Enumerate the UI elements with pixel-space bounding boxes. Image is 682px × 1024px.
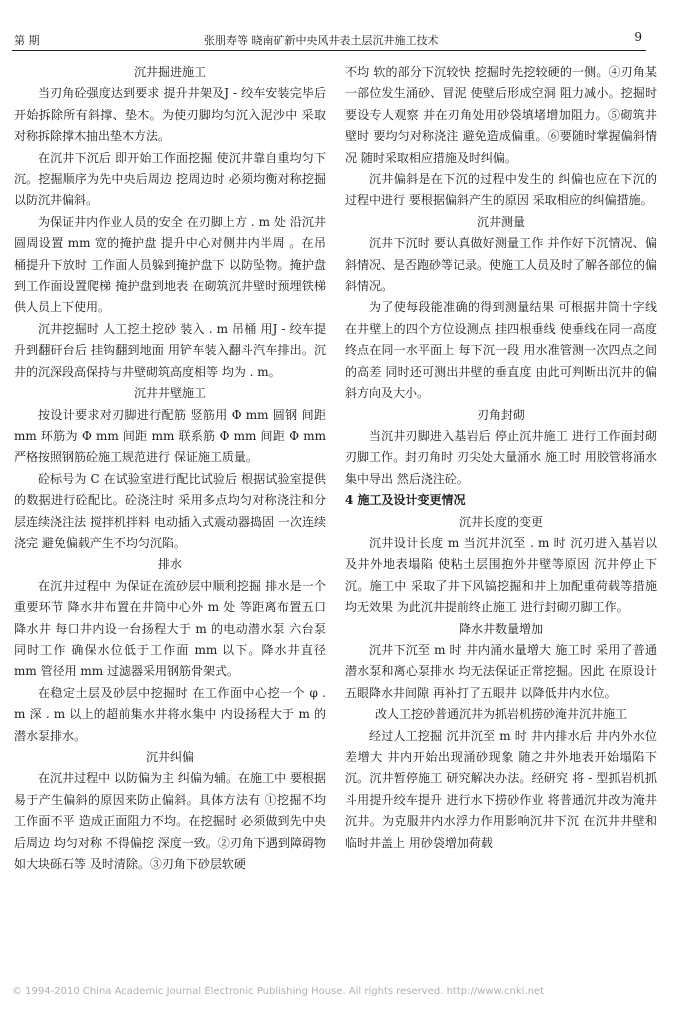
paragraph: 沉井挖掘时 人工挖土挖砂 装入 . m 吊桶 用J - 绞车提升到翻矸台后 挂钩翻到地面 用铲车装入翻斗汽车排出。沉井的沉深段高保持与井壁砌筑高度相等 均为 . m。 [14, 321, 326, 379]
paragraph: 在稳定土层及砂层中挖掘时 在工作面中心挖一个 φ . m 深 . m 以上的超前集水井将水集中 内设扬程大于 m 的潜水泵排水。 [14, 685, 326, 743]
section-heading: 沉井掘进施工 [133, 65, 206, 79]
paragraph: 沉井下沉至 m 时 井内涌水量增大 施工时 采用了普通潜水泵和离心泵排水 均无法保证正常挖掘。因此 在原设计五眼降水井间隙 再补打了五眼井 以降低井内水位。 [345, 642, 657, 700]
running-header [14, 32, 642, 48]
paragraph: 当刃角砼强度达到要求 提升井架及J - 绞车安装完毕后 开始拆除所有斜撑、垫木。为使刃脚均匀沉入泥沙中 采取对称拆除撑木抽出垫木方法。 [14, 86, 326, 144]
page-number: 9 [634, 30, 642, 44]
paragraph: 在沉井过程中 以防偏为主 纠偏为辅。在施工中 要根据易于产生偏斜的原因来防止偏斜。具体方法有 ①挖掘不均 工作面不平 造成正面阻力不均。在挖掘时 必须做到先中央后周边 均匀对称 不得偏挖 深度一致。②刃角下遇到障碍物 如大块砾石等 及时清除。③刃角下砂层软硬 [14, 771, 326, 872]
section-heading: 4 施工及设计变更情况 [345, 493, 466, 508]
section-heading: 沉井井壁施工 [133, 386, 206, 401]
section-heading: 排水 [157, 557, 182, 572]
section-heading: 沉井纠偏 [145, 750, 194, 764]
section-heading: 刃角封砌 [476, 407, 525, 422]
paragraph: 为了使每段能准确的得到测量结果 可根据井筒十字线 在井壁上的四个方位设测点 挂四根垂线 使垂线在同一高度 终点在同一水平面上 每下沉一段 用水准管测一次四点之间的高差 同时还可测出井壁的垂直度 由此可判断出沉井的偏斜方向及大小。 [345, 300, 657, 401]
paragraph: 在沉井过程中 为保证在流砂层中顺利挖掘 排水是一个重要环节 降水井布置在井筒中心外 m 处 等距离布置五口降水井 每口井内设一台扬程大于 m 的电动潜水泵 六台泵同时工作 确保水位低于工作面 mm 以下。降水井直径 mm 管径用 mm 过滤器采用钢筋骨架式。 [14, 578, 326, 679]
paragraph: 砼标号为 C 在试验室进行配比试验后 根据试验室提供的数据进行砼配比。砼浇注时 采用多点均匀对称浇注和分层连续浇注法 搅拌机拌料 电动插入式震动器捣固 一次连续浇完 避免偏载产生不均匀沉陷。 [14, 471, 326, 550]
section-heading: 沉井测量 [476, 214, 525, 229]
section-heading: 降水井数量增加 [458, 621, 543, 636]
header-rule [12, 50, 646, 51]
paragraph: 在沉井下沉后 即开始工作面挖掘 使沉井靠自重均匀下沉。挖掘顺序为先中央后周边 挖周边时 必须均衡对称挖掘 以防沉井偏斜。 [14, 150, 326, 208]
paragraph: 不均 软的部分下沉较快 挖掘时先挖较硬的一侧。④刃角某一部位发生涌砂、冒泥 使壁后形成空洞 阻力减小。挖掘时 要设专人观察 并在刃角处用砂袋填堵增加阻力。⑤砌筑井壁时 要均匀对称浇注 避免造成偏重。⑥要随时掌握偏斜情况 随时采取相应措施及时纠偏。 [345, 65, 657, 165]
issue-label: 第 期 [14, 34, 40, 47]
left-column [14, 62, 326, 875]
paragraph: 沉井设计长度 m 当沉井沉至 . m 时 沉刃进入基岩以及井外地表塌陷 使粘土层围抱外井壁等原因 沉井停止下沉。施工中 采取了井下风镐挖掘和井上加配重荷载等措施 均无效果 为此沉井提前终止施工 进行封砌刃脚工作。 [345, 535, 657, 615]
paragraph: 经过人工挖掘 沉井沉至 m 时 井内排水后 井内外水位差增大 井内开始出现涌砂现象 随之井外地表开始塌陷下沉。沉井暂停施工 研究解决办法。经研究 将 - 型抓岩机抓斗用提升绞车提升 进行水下捞砂作业 将普通沉井改为淹井沉井。为克服井内水浮力作用影响沉井下沉 在沉井井壁和临时井盖上 用砂袋增加荷载 [345, 728, 657, 850]
paragraph: 当沉井刃脚进入基岩后 停止沉井施工 进行工作面封砌刃脚工作。封刃角时 刃尖处大量涌水 施工时 用胶管将涌水集中导出 然后浇注砼。 [345, 428, 657, 486]
paragraph: 沉井偏斜是在下沉的过程中发生的 纠偏也应在下沉的过程中进行 要根据偏斜产生的原因 采取相应的纠偏措施。 [345, 172, 657, 208]
section-heading: 沉井长度的变更 [458, 514, 543, 529]
right-column [345, 62, 657, 854]
running-title: 张朋寿等 晓南矿新中央风井表土层沉井施工技术 [204, 34, 439, 47]
paragraph: 为保证井内作业人员的安全 在刃脚上方 . m 处 沿沉井圆周设置 mm 宽的掩护盘 提升中心对侧井内半周 。在吊桶提升下放时 工作面人员躲到掩护盘下 以防坠物。掩护盘到工作面设置爬梯 掩护盘到地表 在砌筑沉井壁时预埋铁梯 供人员上下使用。 [14, 214, 326, 315]
copyright-footer: © 1994-2010 China Academic Journal Electronic Publishing House. All rights reserved. http://www.cnki.net [12, 986, 544, 997]
paragraph: 沉井下沉时 要认真做好测量工作 并作好下沉情况、偏斜情况、是否跑砂等记录。使施工人员及时了解各部位的偏斜情况。 [345, 236, 658, 294]
section-heading: 改人工挖砂普通沉井为抓岩机捞砂淹井沉井施工 [374, 707, 627, 722]
paragraph: 按设计要求对刃脚进行配筋 竖筋用 Φ mm 圆钢 间距 mm 环筋为 Φ mm 间距 mm 联系筋 Φ mm 间距 Φ mm 严格按照钢筋砼施工规范进行 保证施工质量。 [14, 407, 326, 465]
